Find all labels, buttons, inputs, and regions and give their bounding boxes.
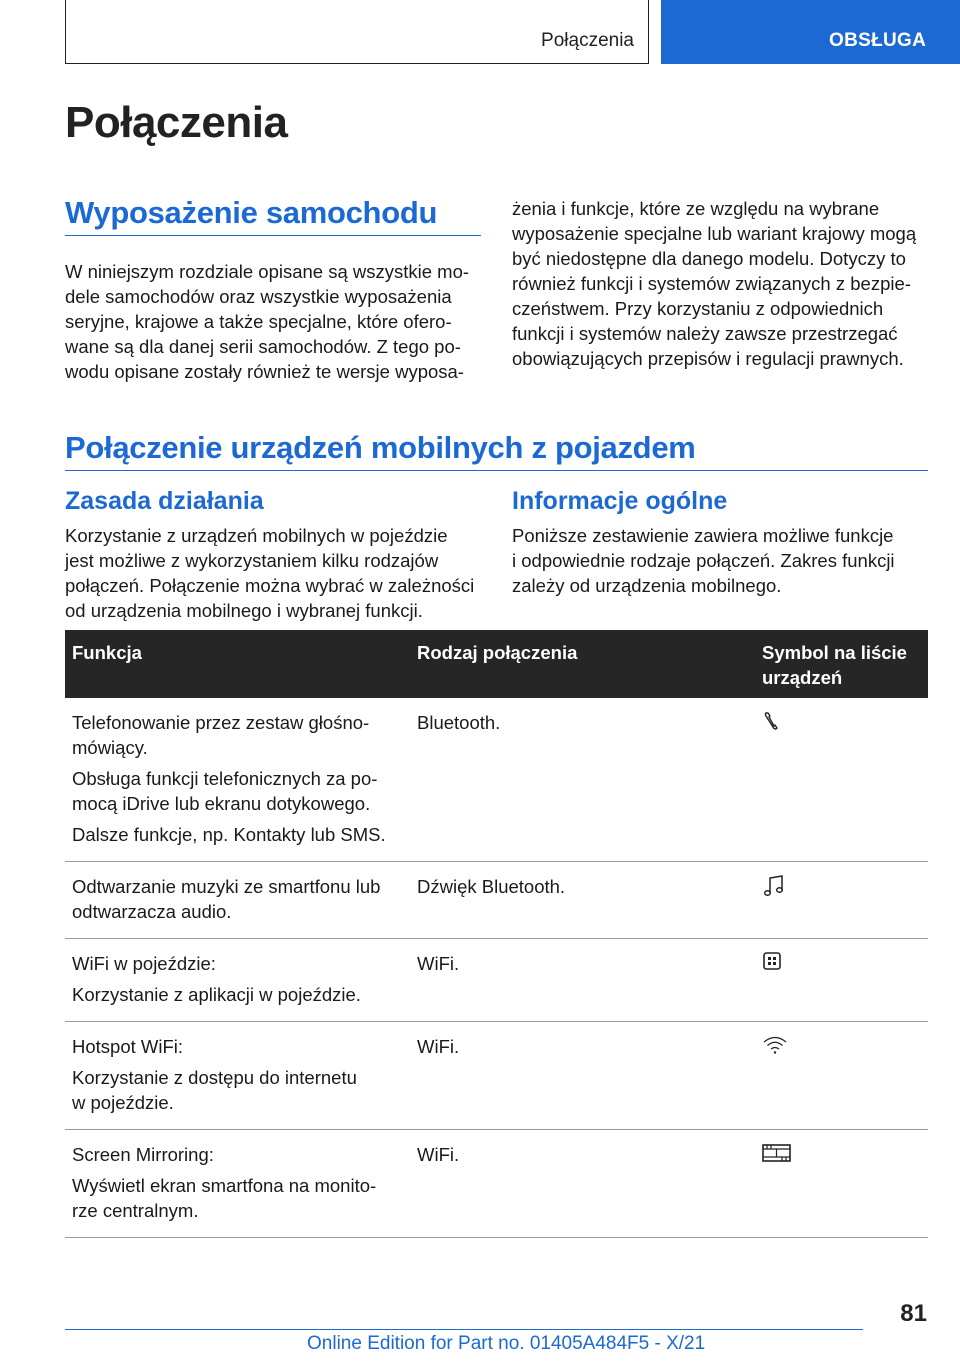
connection-cell: WiFi.	[410, 1130, 755, 1238]
function-cell	[65, 862, 410, 939]
connections-table	[65, 630, 928, 1238]
text-line: jest możliwe z wykorzystaniem kilku rodzajów	[65, 550, 439, 571]
text-line: zależy od urządzenia mobilnego.	[512, 575, 782, 596]
table-header-row	[65, 630, 928, 698]
function-cell	[65, 1022, 410, 1130]
text-line: dele samochodów oraz wszystkie wyposażenia	[65, 286, 452, 307]
phone-icon	[762, 710, 792, 734]
screen-mirroring-icon	[762, 1142, 792, 1166]
column-header-connection-type: Rodzaj połączenia	[410, 630, 755, 698]
symbol-cell	[755, 862, 928, 939]
table-row	[65, 1022, 928, 1130]
text-line: W niniejszym rozdziale opisane są wszystkie mo‐	[65, 261, 470, 282]
table-row	[65, 1130, 928, 1238]
connection-cell: WiFi.	[410, 1022, 755, 1130]
vehicle-equipment-rule	[65, 235, 481, 236]
function-cell	[65, 939, 410, 1022]
principle-text	[65, 523, 474, 623]
connection-cell: Dźwięk Bluetooth.	[410, 862, 755, 939]
function-cell	[65, 1130, 410, 1238]
function-cell	[65, 698, 410, 862]
column-header-function: Funkcja	[65, 630, 410, 698]
header-chapter-label: Połączenia	[541, 30, 634, 51]
principle-heading: Zasada działania	[65, 487, 264, 515]
text-line: wane są dla danej serii samochodów. Z tego po‐	[65, 336, 461, 357]
function-paragraph: Hotspot WiFi:	[72, 1036, 184, 1057]
text-line: żenia i funkcje, które ze względu na wybrane	[512, 198, 880, 219]
text-line: być niedostępne dla danego modelu. Dotyczy to	[512, 248, 906, 269]
function-paragraph: WiFi w pojeździe:	[72, 953, 216, 974]
table-row	[65, 939, 928, 1022]
text-line: funkcji i systemów należy zawsze przestrzegać	[512, 323, 898, 344]
function-paragraph: Odtwarzanie muzyki ze smartfonu lub odtwarzacza audio.	[72, 876, 381, 922]
text-line: wyposażenie specjalne lub wariant krajowy mogą	[512, 223, 917, 244]
text-line: wodu opisane zostały również te wersje wyposa‐	[65, 361, 464, 382]
vehicle-equipment-heading: Wyposażenie samochodu	[65, 195, 438, 230]
music-note-icon	[762, 874, 792, 898]
function-paragraph: Dalsze funkcje, np. Kontakty lub SMS.	[72, 824, 386, 845]
footer-edition-link[interactable]: Online Edition for Part no. 01405A484F5 - X/21	[307, 1333, 706, 1354]
function-paragraph: Screen Mirroring:	[72, 1144, 214, 1165]
symbol-cell	[755, 698, 928, 862]
vehicle-equipment-col1	[65, 259, 469, 384]
text-line: od urządzenia mobilnego i wybranej funkcji.	[65, 600, 423, 621]
symbol-cell	[755, 1022, 928, 1130]
function-paragraph: Wyświetl ekran smartfona na monito‐ rze centralnym.	[72, 1175, 377, 1221]
column-header-symbol	[755, 630, 928, 698]
function-paragraph: Telefonowanie przez zestaw głośno‐ mówiący.	[72, 712, 370, 758]
page-title: Połączenia	[65, 98, 288, 147]
connection-cell: WiFi.	[410, 939, 755, 1022]
function-paragraph: Korzystanie z dostępu do internetu w pojeździe.	[72, 1067, 357, 1113]
mobile-connection-rule	[65, 470, 928, 471]
text-line: czeństwem. Przy korzystaniu z odpowiednich	[512, 298, 884, 319]
wifi-icon	[762, 1034, 792, 1058]
function-paragraph: Obsługa funkcji telefonicznych za po‐ mocą iDrive lub ekranu dotykowego.	[72, 768, 378, 814]
table-row	[65, 862, 928, 939]
table-row	[65, 698, 928, 862]
footer-rule	[65, 1329, 863, 1330]
apps-icon	[762, 951, 792, 975]
mobile-connection-heading: Połączenie urządzeń mobilnych z pojazdem	[65, 430, 696, 465]
text-line: Poniższe zestawienie zawiera możliwe funkcje	[512, 525, 894, 546]
page-number: 81	[900, 1300, 927, 1327]
text-line: Korzystanie z urządzeń mobilnych w pojeździe	[65, 525, 448, 546]
general-info-heading: Informacje ogólne	[512, 487, 728, 515]
vehicle-equipment-col2	[512, 196, 916, 371]
text-line: również funkcji i systemów związanych z bezpie‐	[512, 273, 911, 294]
text-line: połączeń. Połączenie można wybrać w zależności	[65, 575, 475, 596]
function-paragraph: Korzystanie z aplikacji w pojeździe.	[72, 984, 361, 1005]
symbol-cell	[755, 1130, 928, 1238]
symbol-cell	[755, 939, 928, 1022]
text-line: seryjne, krajowe a także specjalne, które ofero‐	[65, 311, 452, 332]
text-line: i odpowiednie rodzaje połączeń. Zakres funkcji	[512, 550, 895, 571]
header-chapter-box	[65, 0, 649, 64]
connection-cell: Bluetooth.	[410, 698, 755, 862]
header-section-tab: OBSŁUGA	[661, 0, 960, 64]
general-info-text	[512, 523, 895, 598]
column-header-symbol-line: Symbol na liście	[762, 642, 907, 663]
text-line: obowiązujących przepisów i regulacji prawnych.	[512, 348, 904, 369]
column-header-symbol-line: urządzeń	[762, 667, 843, 688]
